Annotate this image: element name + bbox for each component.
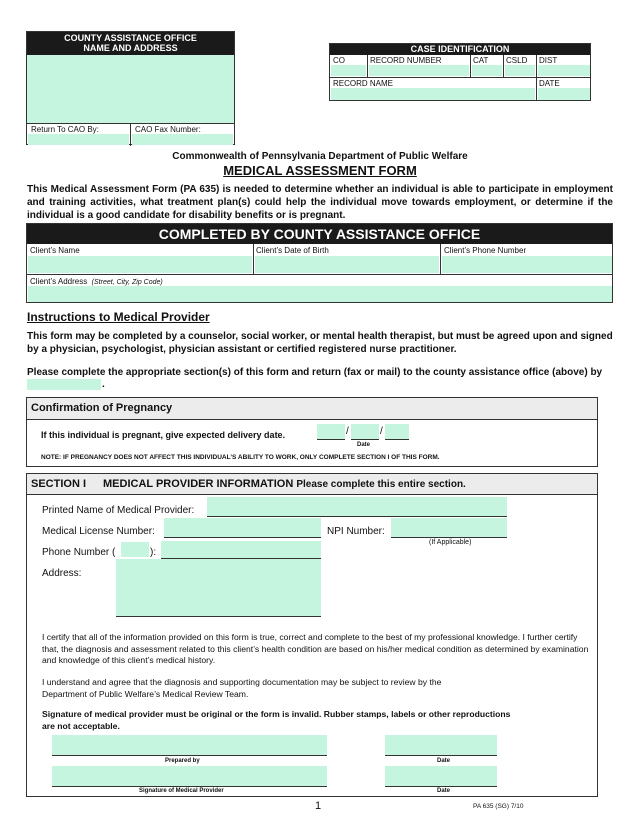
case-record-number-field[interactable]: [369, 65, 469, 76]
section1-header: [27, 474, 597, 495]
case-date-label: DATE: [539, 79, 560, 88]
npi-label: NPI Number:: [327, 526, 385, 537]
client-address-field[interactable]: [28, 286, 612, 302]
date-sep-2: /: [380, 426, 383, 437]
phone-label: Phone Number (: [42, 547, 116, 558]
case-csld-label: CSLD: [506, 56, 528, 65]
npi-hint: (If Applicable): [429, 539, 472, 546]
cao-title-line1: COUNTY ASSISTANCE OFFICE: [64, 33, 197, 43]
pregnancy-section: [26, 397, 598, 467]
instructions-title: Instructions to Medical Provider: [27, 310, 210, 324]
case-date-field[interactable]: [538, 88, 590, 100]
phone-number-field[interactable]: [161, 541, 321, 559]
instructions-para2-end: .: [102, 379, 105, 390]
case-record-name-field[interactable]: [331, 88, 535, 100]
case-dist-label: DIST: [539, 56, 558, 65]
cao-box: [26, 31, 235, 145]
signature-note: Signature of medical provider must be original or the form is invalid. Rubber stamps, labels or other reproductions are not acceptable.: [42, 709, 511, 731]
signature-label: Signature of Medical Provider: [139, 788, 224, 794]
signature-date-label: Date: [437, 788, 451, 794]
intro-paragraph: This Medical Assessment Form (PA 635) is needed to determine whether an individual is able to participate in employment and training activities, what treatment plan(s) could help the individual move towards employment, or determine if the individual is a good candidate for disability benefits or is pregnant.: [27, 184, 613, 221]
return-by-date-field[interactable]: [27, 379, 101, 390]
client-phone-field[interactable]: [442, 256, 612, 273]
section1-title: MEDICAL PROVIDER INFORMATION Please complete this entire section.: [103, 478, 466, 490]
address-line1-field[interactable]: [116, 559, 321, 579]
delivery-day-field[interactable]: [351, 424, 379, 440]
certify-paragraph: I certify that all of the information provided on this form is true, correct and complete to the best of my professional knowledge. I further certify that, the diagnosis and assessment related to this client’s health condition are based on his/her medical condition as determined by examination and knowledge of this client’s medical history.: [42, 632, 589, 665]
client-phone-label: Client’s Phone Number: [444, 246, 527, 255]
county-banner: COMPLETED BY COUNTY ASSISTANCE OFFICE: [27, 224, 612, 244]
client-dob-field[interactable]: [255, 256, 439, 273]
prepared-by-label: Prepared by: [165, 758, 200, 764]
prepared-date-label: Date: [437, 758, 451, 764]
cao-return-label: Return To CAO By:: [31, 125, 99, 134]
case-record-name-label: RECORD NAME: [333, 79, 394, 88]
date-sep-1: /: [346, 426, 349, 437]
address-line2-field[interactable]: [116, 578, 321, 598]
prepared-by-field[interactable]: [52, 735, 327, 756]
client-address-label: Client’s Address (Street, City, Zip Code): [30, 277, 163, 286]
case-csld-field[interactable]: [505, 65, 535, 76]
section1-number: SECTION I: [31, 478, 87, 490]
phone-close: ):: [150, 547, 157, 558]
section1: [26, 473, 598, 797]
form-code: PA 635 (SG) 7/10: [473, 803, 524, 810]
pregnancy-note: NOTE: IF PREGNANCY DOES NOT AFFECT THIS INDIVIDUAL’S ABILITY TO WORK, ONLY COMPLETE SECTION I OF THIS FORM.: [41, 454, 440, 461]
client-name-field[interactable]: [28, 256, 252, 273]
instructions-para1: This form may be completed by a counselor, social worker, or mental health therapist, but must be agreed upon and signed by a physician, psychologist, physician assistant or certified registered nurse practitioner.: [27, 331, 613, 355]
case-id-box: [329, 43, 591, 101]
case-cat-field[interactable]: [472, 65, 502, 76]
client-dob-label: Client’s Date of Birth: [256, 246, 329, 255]
pregnancy-title: Confirmation of Pregnancy: [31, 402, 173, 414]
license-label: Medical License Number:: [42, 526, 155, 537]
pregnancy-question: If this individual is pregnant, give expected delivery date.: [41, 430, 286, 440]
case-co-label: CO: [333, 56, 345, 65]
phone-area-code-field[interactable]: [121, 542, 149, 557]
prepared-date-field[interactable]: [385, 735, 497, 756]
form-title: MEDICAL ASSESSMENT FORM: [223, 163, 417, 178]
signature-date-field[interactable]: [385, 766, 497, 787]
address-line3-field[interactable]: [116, 597, 321, 617]
license-field[interactable]: [164, 518, 321, 538]
delivery-date-label: Date: [357, 442, 371, 448]
cao-return-field[interactable]: [28, 134, 129, 145]
npi-field[interactable]: [391, 518, 507, 538]
client-name-label: Client’s Name: [30, 246, 80, 255]
pregnancy-header: [27, 398, 597, 420]
address-label: Address:: [42, 568, 82, 579]
case-record-number-label: RECORD NUMBER: [370, 56, 442, 65]
printed-name-label: Printed Name of Medical Provider:: [42, 505, 195, 516]
case-id-header: CASE IDENTIFICATION: [330, 44, 590, 55]
signature-field[interactable]: [52, 766, 327, 787]
department-heading: Commonwealth of Pennsylvania Department of Public Welfare: [172, 151, 468, 162]
delivery-month-field[interactable]: [317, 424, 345, 440]
case-co-field[interactable]: [331, 65, 366, 76]
page-number: 1: [315, 800, 322, 812]
instructions-para2: Please complete the appropriate section(s) of this form and return (fax or mail) to the county assistance office (above) by: [27, 367, 603, 378]
cao-fax-field[interactable]: [132, 134, 233, 145]
case-dist-field[interactable]: [538, 65, 590, 76]
agree-paragraph: I understand and agree that the diagnosis and supporting documentation may be subject to review by the Department of Public Welfare’s Medical Review Team.: [42, 677, 442, 699]
case-cat-label: CAT: [473, 56, 489, 65]
cao-fax-label: CAO Fax Number:: [135, 125, 201, 134]
cao-address-field[interactable]: [27, 55, 234, 123]
printed-name-field[interactable]: [207, 497, 507, 517]
cao-title-line2: NAME AND ADDRESS: [83, 43, 178, 53]
cao-header: [27, 32, 234, 55]
county-section: [26, 223, 613, 303]
client-address-hint: (Street, City, Zip Code): [91, 279, 163, 286]
delivery-year-field[interactable]: [385, 424, 409, 440]
